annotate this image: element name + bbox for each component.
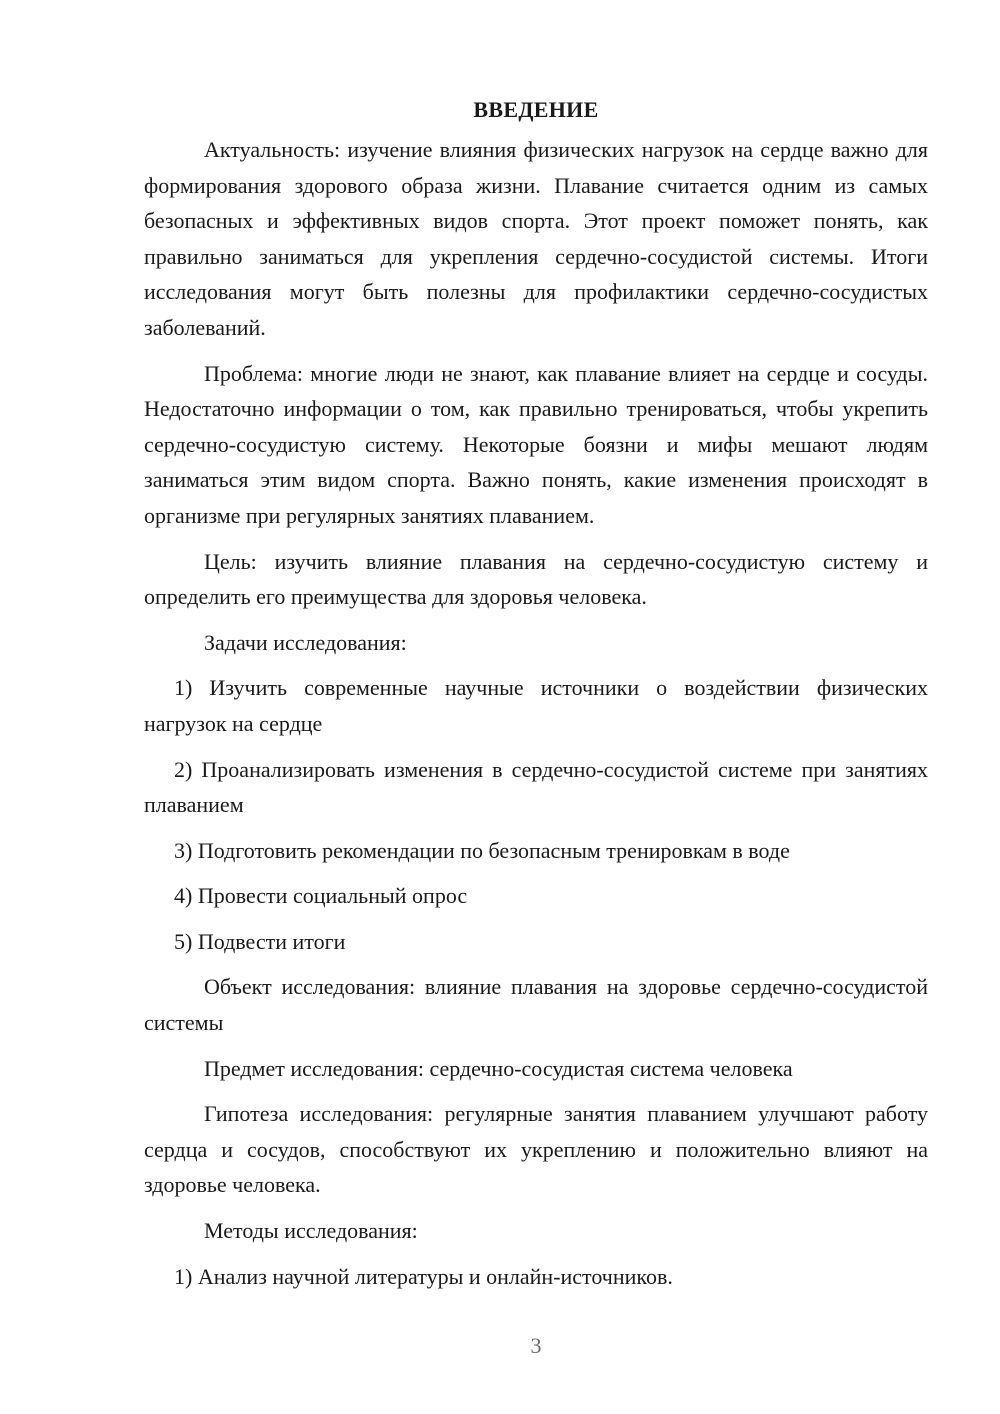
document-page	[144, 92, 928, 1304]
task-item-1: 1) Изучить современные научные источники о воздействии физических нагрузок на сердце	[144, 675, 928, 736]
page-number: 3	[530, 1333, 542, 1358]
relevance-paragraph: Актуальность: изучение влияния физических нагрузок на сердце важно для формирования здорового образа жизни. Плавание считается одним из самых безопасных и эффективных видов спорта. Этот проект поможет понять, как правильно заниматься для укрепления сердечно-сосудистой системы. Итоги исследования могут быть полезны для профилактики сердечно-сосудистых заболеваний.	[144, 137, 928, 340]
method-item-1: 1) Анализ научной литературы и онлайн-источников.	[174, 1263, 673, 1289]
task-item-4: 4) Провести социальный опрос	[174, 883, 468, 909]
problem-paragraph: Проблема: многие люди не знают, как плавание влияет на сердце и сосуды. Недостаточно информации о том, как правильно тренироваться, чтобы укрепить сердечно-сосудистую систему. Некоторые боязни и мифы мешают людям заниматься этим видом спорта. Важно понять, какие изменения происходят в организме при регулярных занятиях плаванием.	[144, 360, 928, 528]
subject-paragraph: Предмет исследования: сердечно-сосудистая система человека	[204, 1055, 793, 1081]
tasks-title: Задачи исследования:	[204, 629, 407, 655]
object-paragraph: Объект исследования: влияние плавания на здоровье сердечно-сосудистой системы	[144, 974, 928, 1036]
hypothesis-paragraph: Гипотеза исследования: регулярные занятия плаванием улучшают работу сердца и сосудов, способствуют их укреплению и положительно влияют на здоровье человека.	[144, 1101, 928, 1198]
methods-title: Методы исследования:	[204, 1218, 418, 1244]
task-item-3: 3) Подготовить рекомендации по безопасным тренировкам в воде	[174, 837, 790, 863]
task-item-2: 2) Проанализировать изменения в сердечно-сосудистой системе при занятиях плаванием	[144, 756, 928, 818]
task-item-5: 5) Подвести итоги	[174, 928, 346, 954]
section-heading: ВВЕДЕНИЕ	[473, 97, 599, 122]
goal-paragraph: Цель: изучить влияние плавания на сердечно-сосудистую систему и определить его преимущества для здоровья человека.	[144, 548, 928, 610]
